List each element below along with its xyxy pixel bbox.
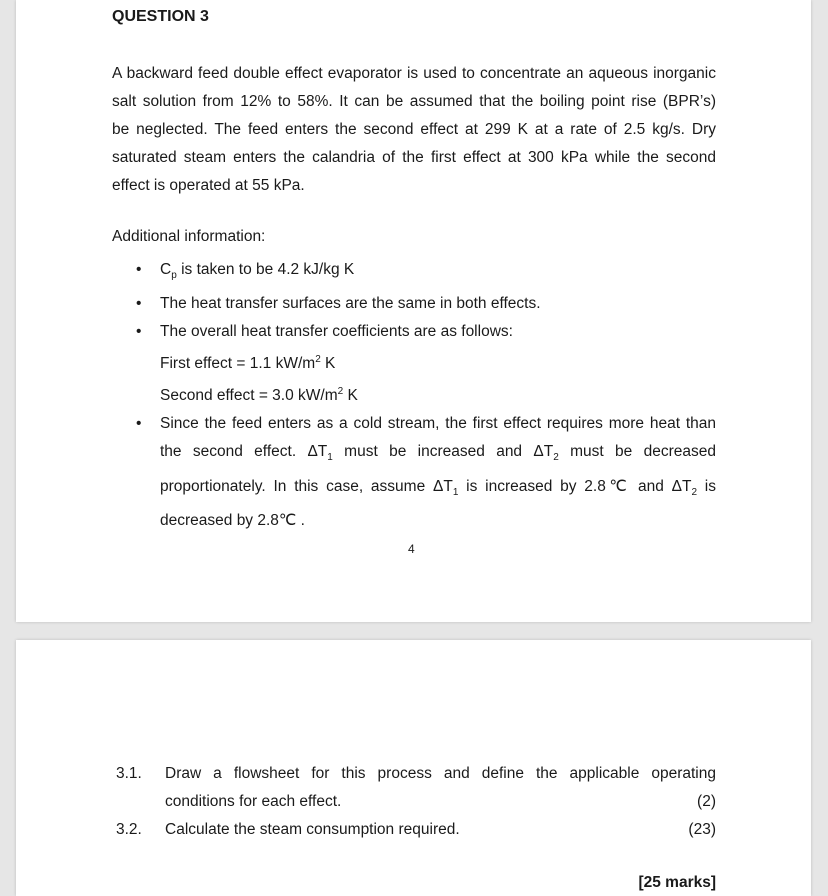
intro-line: be neglected. The feed enters the second effect at 299 K at a rate of 2.5 kg/s. Dry bbox=[112, 121, 716, 138]
document-page-2 bbox=[16, 640, 811, 896]
list-item: • The overall heat transfer coefficients are as follows: First effect = 1.1 $kW/m^2$ K Second effect = 3.0 $kW/m^2$ K bbox=[136, 318, 716, 410]
second-effect-coefficient: Second effect = 3.0 $kW/m^2$ K bbox=[160, 386, 358, 405]
bullet-icon: • bbox=[136, 261, 142, 278]
sub-question-number: 3.1. bbox=[116, 765, 142, 782]
page-number: 4 bbox=[408, 542, 415, 556]
bullet-icon: • bbox=[136, 415, 142, 433]
sub-question-number: 3.2. bbox=[116, 821, 142, 838]
sub-question-marks: (23) bbox=[688, 821, 716, 838]
sub-question-marks: (2) bbox=[697, 793, 716, 810]
intro-line: salt solution from 12% to 58%. It can be assumed that the boiling point rise (BPR’s) bbox=[112, 93, 716, 110]
additional-info-list bbox=[136, 256, 716, 535]
sub-question-text: Draw a flowsheet for this process and define the applicable operating bbox=[165, 765, 716, 782]
intro-line: saturated steam enters the calandria of the first effect at 300 kPa while the second bbox=[112, 149, 716, 166]
bullet-icon: • bbox=[136, 323, 142, 341]
intro-paragraph bbox=[112, 60, 716, 200]
intro-line: A backward feed double effect evaporator is used to concentrate an aqueous inorganic bbox=[112, 65, 716, 82]
sub-question-text: conditions for each effect. bbox=[165, 793, 342, 810]
list-item: • The heat transfer surfaces are the same in both effects. bbox=[136, 290, 716, 318]
intro-line: effect is operated at 55 kPa. bbox=[112, 177, 305, 194]
list-item: • $C_p$ is taken to be 4.2 kJ/kg K bbox=[136, 256, 716, 290]
question-title: QUESTION 3 bbox=[112, 8, 209, 25]
bullet-icon: • bbox=[136, 295, 142, 313]
sub-question-text: Calculate the steam consumption required. bbox=[165, 821, 460, 838]
additional-info-heading: Additional information: bbox=[112, 228, 266, 245]
list-item: • Since the feed enters as a cold stream, the first effect requires more heat than the second effect. $\Delta T_1$ must be increased and $\Delta T_2$ must be decreased proportionately. In this case, assume $\Delta T_1$ is increased by 2.8℃ and $\Delta T_2$ is decreased by 2.8℃ . bbox=[136, 410, 716, 534]
total-marks: [25 marks] bbox=[638, 874, 716, 891]
first-effect-coefficient: First effect = 1.1 $kW/m^2$ K bbox=[160, 354, 336, 373]
document-page-1 bbox=[16, 0, 811, 622]
